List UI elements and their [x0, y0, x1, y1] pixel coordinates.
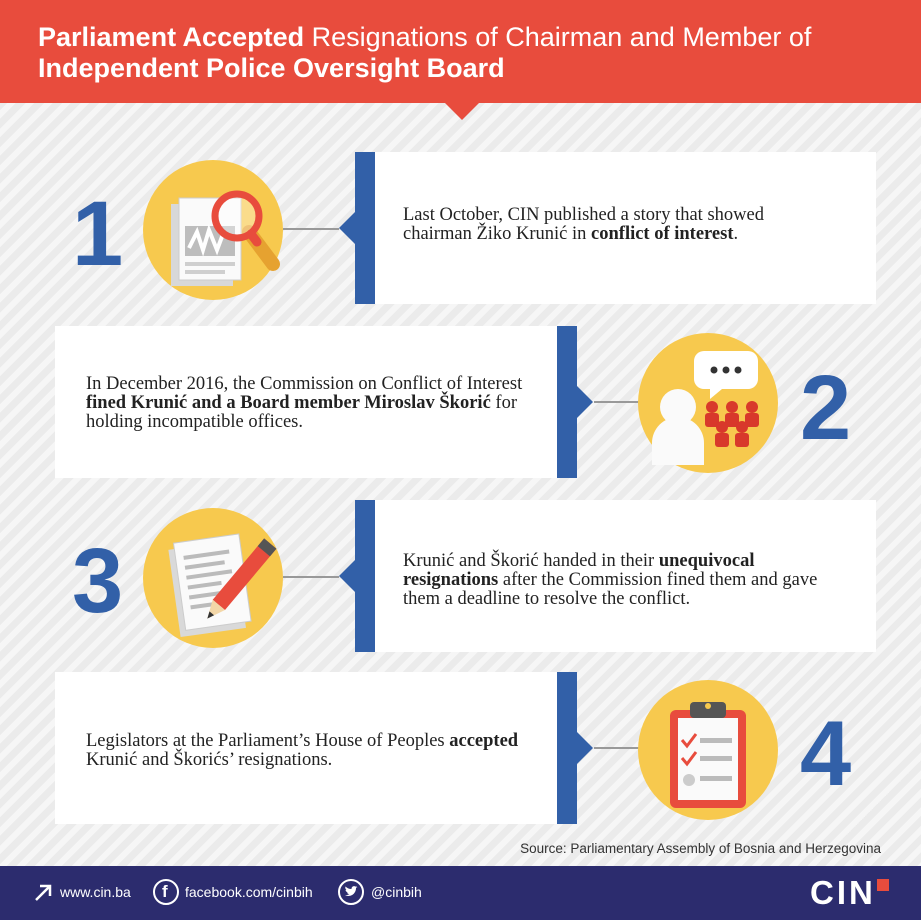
step-4-text-b: accepted — [449, 731, 519, 751]
step-3-text-c: after the Commission fined them and gave them a deadline to resolve the conflict. — [403, 570, 818, 609]
facebook-icon: f — [153, 879, 179, 905]
website-link[interactable]: www.cin.ba — [60, 884, 131, 900]
step-3-accent-bar — [355, 500, 375, 652]
logo-badge — [877, 879, 889, 891]
title-bold: Parliament Accepted — [38, 22, 305, 52]
document-pencil-icon — [143, 508, 283, 648]
step-2-connector — [594, 401, 639, 403]
header-pointer — [445, 103, 479, 120]
step-1-text-b: conflict of interest — [591, 224, 734, 244]
step-2-text-b: fined Krunić and a Board member Miroslav Škorić — [86, 393, 491, 413]
step-1-connector — [283, 228, 339, 230]
title-line2: Independent Police Oversight Board — [38, 53, 505, 83]
step-2-card — [55, 326, 577, 478]
step-2-notch — [577, 386, 593, 418]
twitter-icon — [338, 879, 364, 905]
step-4-connector — [594, 747, 639, 749]
step-4-text — [86, 732, 536, 770]
step-1-text-a: Last October, CIN published a story that showed chairman Žiko Krunić in — [403, 205, 764, 244]
step-1-text-c: . — [733, 224, 739, 244]
step-2-number: 2 — [800, 357, 852, 459]
source-note: Source: Parliamentary Assembly of Bosnia and Herzegovina — [520, 841, 881, 856]
footer-bar — [0, 866, 921, 920]
step-4-accent-bar — [557, 672, 577, 824]
step-3-number: 3 — [72, 530, 124, 632]
step-4-text-c: Krunić and Škorićs’ resignations. — [86, 750, 333, 770]
step-3-notch — [339, 560, 355, 592]
step-4-notch — [577, 732, 593, 764]
step-3-card — [355, 500, 876, 652]
step-4-text-a: Legislators at the Parliament’s House of Peoples — [86, 731, 450, 751]
step-2-text — [86, 375, 536, 432]
page-title — [38, 22, 898, 84]
step-2-text-a: In December 2016, the Commission on Conflict of Interest — [86, 374, 523, 394]
twitter-link[interactable]: @cinbih — [371, 884, 422, 900]
step-1-number: 1 — [72, 183, 124, 285]
step-4-number: 4 — [800, 703, 852, 805]
step-3-text — [403, 552, 843, 609]
title-light: Resignations of Chairman and Member of — [304, 22, 812, 52]
arrow-up-right-icon — [33, 883, 53, 903]
facebook-link[interactable]: facebook.com/cinbih — [185, 884, 313, 900]
cin-logo: CIN — [810, 874, 876, 911]
step-2-accent-bar — [557, 326, 577, 478]
step-3-connector — [283, 576, 339, 578]
step-4-card — [55, 672, 577, 824]
step-1-text — [403, 206, 833, 244]
step-2-text-c: for holding incompatible offices. — [86, 393, 517, 432]
commission-meeting-icon — [638, 333, 778, 473]
step-3-text-a: Krunić and Škorić handed in their — [403, 551, 659, 571]
step-1-accent-bar — [355, 152, 375, 304]
step-3-text-b: unequivocal resignations — [403, 551, 755, 590]
clipboard-checklist-icon — [638, 680, 778, 820]
header-banner — [0, 0, 921, 103]
newspaper-magnifier-icon — [143, 160, 283, 300]
step-1-notch — [339, 212, 355, 244]
step-1-card — [355, 152, 876, 304]
